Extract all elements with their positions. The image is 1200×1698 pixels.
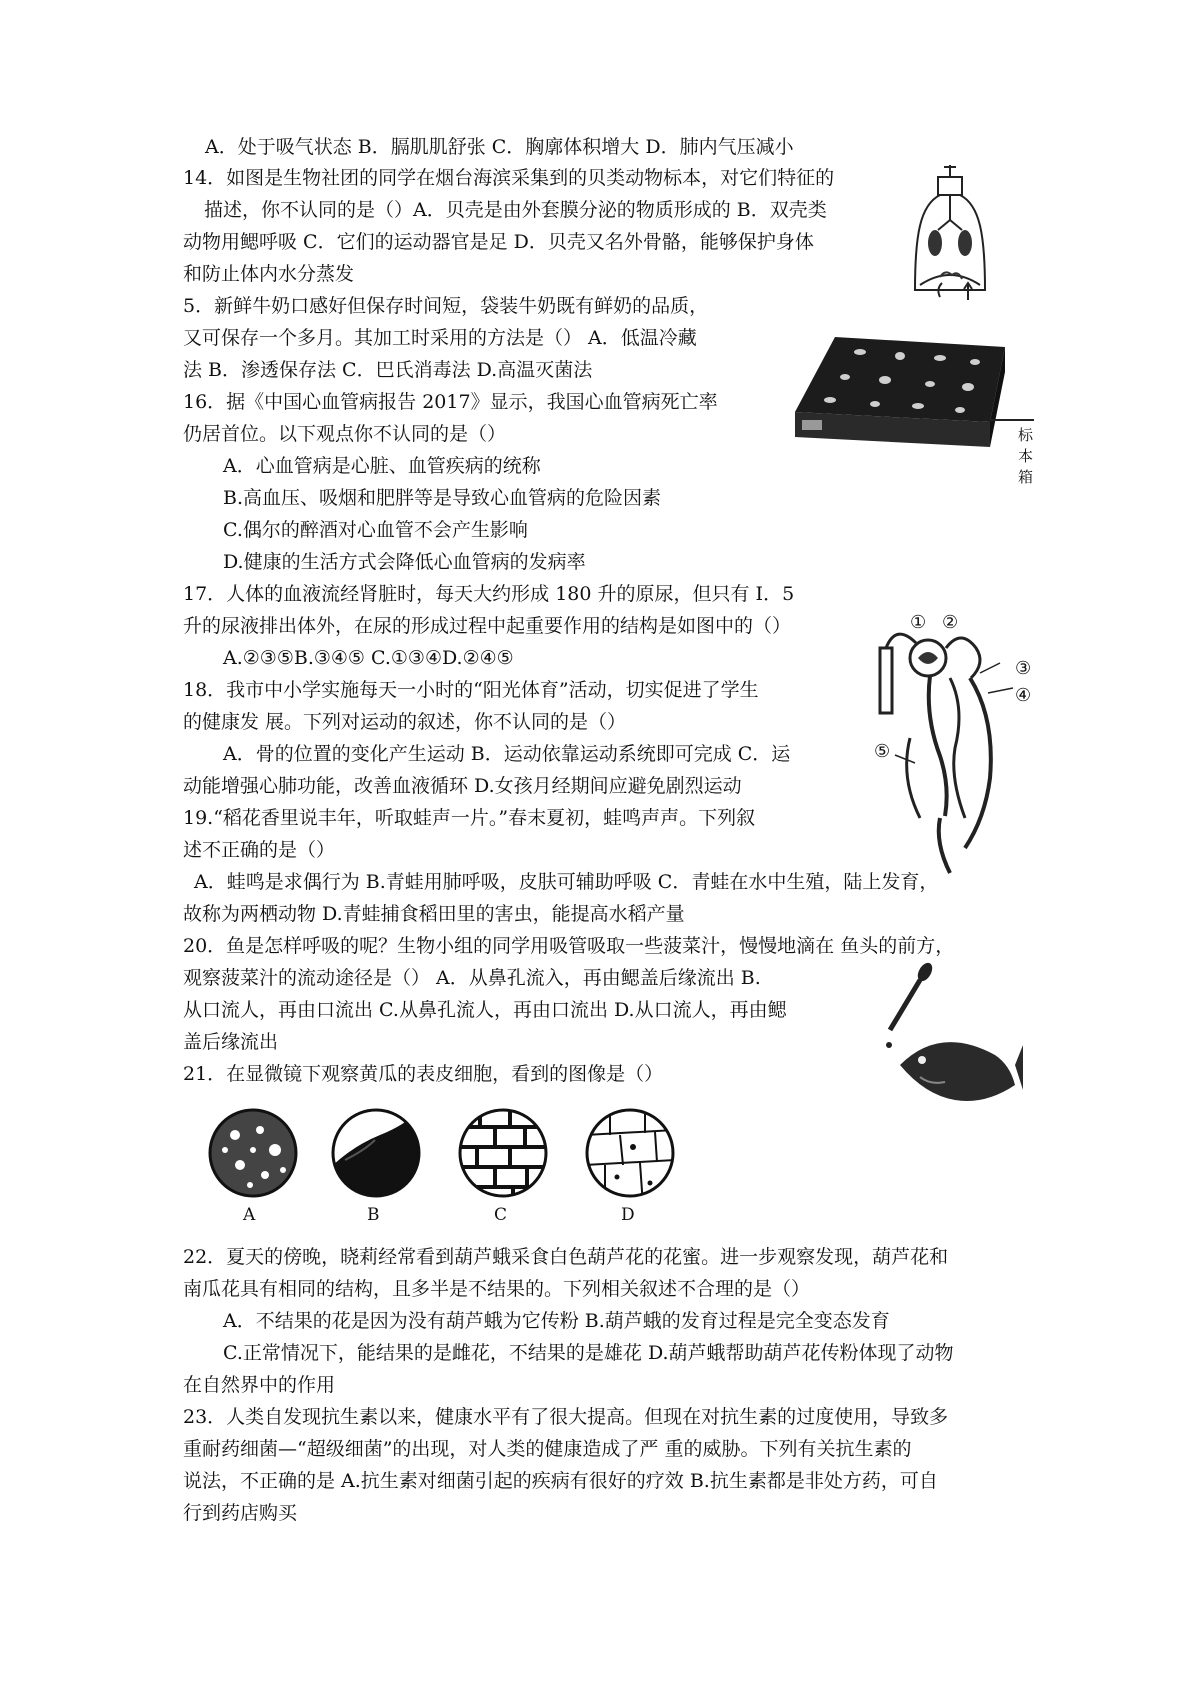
micro-label-c: C	[494, 1205, 508, 1225]
nephron-label-3: ③	[1015, 658, 1032, 679]
text-line: 行到药店购买	[183, 1502, 298, 1524]
text-line: 南瓜花具有相同的结构，且多半是不结果的。下列相关叙述不合理的是（）	[183, 1278, 811, 1300]
micro-label-d: D	[621, 1205, 635, 1225]
options-line: A.②③⑤B.③④⑤ C.①③④D.②④⑤	[223, 647, 514, 669]
text-line: 又可保存一个多月。其加工时采用的方法是（） A．低温冷藏	[183, 327, 697, 349]
question-16: 16．据《中国心血管病报告 2017》显示，我国心血管病死亡率	[183, 391, 718, 413]
text-line: 升的尿液排出体外，在尿的形成过程中起重要作用的结构是如图中的（）	[183, 615, 792, 637]
question-14: 14．如图是生物社团的同学在烟台海滨采集到的贝类动物标本，对它们特征的	[183, 167, 835, 189]
text-line: 在自然界中的作用	[183, 1374, 336, 1396]
micro-label-b: B	[367, 1205, 380, 1225]
specimen-box-image	[790, 332, 1010, 457]
option-b: B.高血压、吸烟和肥胖等是导致心血管病的危险因素	[223, 487, 662, 509]
text-line: A．不结果的花是因为没有葫芦蛾为它传粉 B.葫芦蛾的发育过程是完全变态发育	[223, 1310, 890, 1332]
text-line: 动物用鳃呼吸 C．它们的运动器官是足 D．贝壳又名外骨骼，能够保护身体	[183, 231, 814, 253]
specimen-box-pointer	[990, 419, 1034, 421]
text-line: 故称为两栖动物 D.青蛙捕食稻田里的害虫，能提高水稻产量	[183, 903, 685, 925]
text-line: A．骨的位置的变化产生运动 B．运动依靠运动系统即可完成 C．运	[223, 743, 791, 765]
nephron-figure	[870, 612, 1045, 883]
microscope-views-figure	[205, 1105, 675, 1230]
nephron-label-5: ⑤	[874, 741, 891, 762]
specimen-box-figure	[790, 332, 1035, 486]
text-line: 动能增强心肺功能，改善血液循环 D.女孩月经期间应避免剧烈运动	[183, 775, 742, 797]
nephron-label-2: ②	[942, 612, 959, 633]
option-a: A．心血管病是心脏、血管疾病的统称	[223, 455, 541, 477]
text-line: 说法，不正确的是 A.抗生素对细菌引起的疾病有很好的疗效 B.抗生素都是非处方药，可自	[183, 1470, 938, 1492]
text-line: 仍居首位。以下观点你不认同的是（）	[183, 423, 507, 445]
text-line: 重耐药细菌—“超级细菌”的出现，对人类的健康造成了严 重的威胁。下列有关抗生素的	[183, 1438, 912, 1460]
text-line: A．蛙鸣是求偶行为 B.青蛙用肺呼吸，皮肤可辅助呼吸 C．青蛙在水中生殖，陆上发育，	[194, 871, 939, 893]
question-17: 17．人体的血液流经肾脏时，每天大约形成 180 升的原尿，但只有 I．5	[183, 583, 795, 605]
text-line: 观察菠菜汁的流动途径是（） A．从鼻孔流入，再由鳃盖后缘流出 B.	[183, 967, 761, 989]
question-20: 20．鱼是怎样呼吸的呢？生物小组的同学用吸管吸取一些菠菜汁，慢慢地滴在 鱼头的前方，	[183, 935, 955, 957]
nephron-image	[870, 618, 1030, 883]
text-line: 和防止体内水分蒸发	[183, 263, 355, 285]
question-22: 22．夏天的傍晚，晓莉经常看到葫芦蛾采食白色葫芦花的花蜜。进一步观察发现，葫芦花和	[183, 1246, 949, 1268]
text-line: 的健康发 展。下列对运动的叙述，你不认同的是（）	[183, 711, 627, 733]
nephron-label-1: ①	[910, 612, 927, 633]
question-5: 5．新鲜牛奶口感好但保存时间短，袋装牛奶既有鲜奶的品质，	[183, 295, 709, 317]
micro-label-a: A	[243, 1205, 256, 1225]
question-21: 21．在显微镜下观察黄瓜的表皮细胞，看到的图像是（）	[183, 1063, 664, 1085]
text-line: 从口流人，再由口流出 C.从鼻孔流人，再由口流出 D.从口流人，再由鳃	[183, 999, 787, 1021]
option-d: D.健康的生活方式会降低心血管病的发病率	[223, 551, 586, 573]
question-18: 18．我市中小学实施每天一小时的“阳光体育”活动，切实促进了学生	[183, 679, 759, 701]
question-23: 23．人类自发现抗生素以来，健康水平有了很大提高。但现在对抗生素的过度使用，导致多	[183, 1406, 949, 1428]
text-line: 法 B．渗透保存法 C．巴氏消毒法 D.高温灭菌法	[183, 359, 593, 381]
text-line: C.正常情况下，能结果的是雌花，不结果的是雄花 D.葫芦蛾帮助葫芦花传粉体现了动物	[223, 1342, 954, 1364]
question-19: 19.“稻花香里说丰年，听取蛙声一片。”春末夏初，蛙鸣声声。下列叙	[183, 807, 756, 829]
option-c: C.偶尔的醉酒对心血管不会产生影响	[223, 519, 528, 541]
text-line: 述不正确的是（）	[183, 839, 336, 861]
bell-jar-figure	[910, 165, 990, 300]
text-line: A．处于吸气状态 B．膈肌肌舒张 C．胸廓体积增大 D．肺内气压减小	[205, 136, 794, 158]
text-line: 描述，你不认同的是（）A．贝壳是由外套膜分泌的物质形成的 B．双壳类	[204, 199, 827, 221]
text-line: 盖后缘流出	[183, 1031, 279, 1053]
specimen-box-label: 标本箱	[1018, 426, 1034, 486]
nephron-label-4: ④	[1015, 685, 1032, 706]
microscope-views-image	[205, 1105, 675, 1200]
dropper-fish-figure	[880, 955, 1025, 1105]
